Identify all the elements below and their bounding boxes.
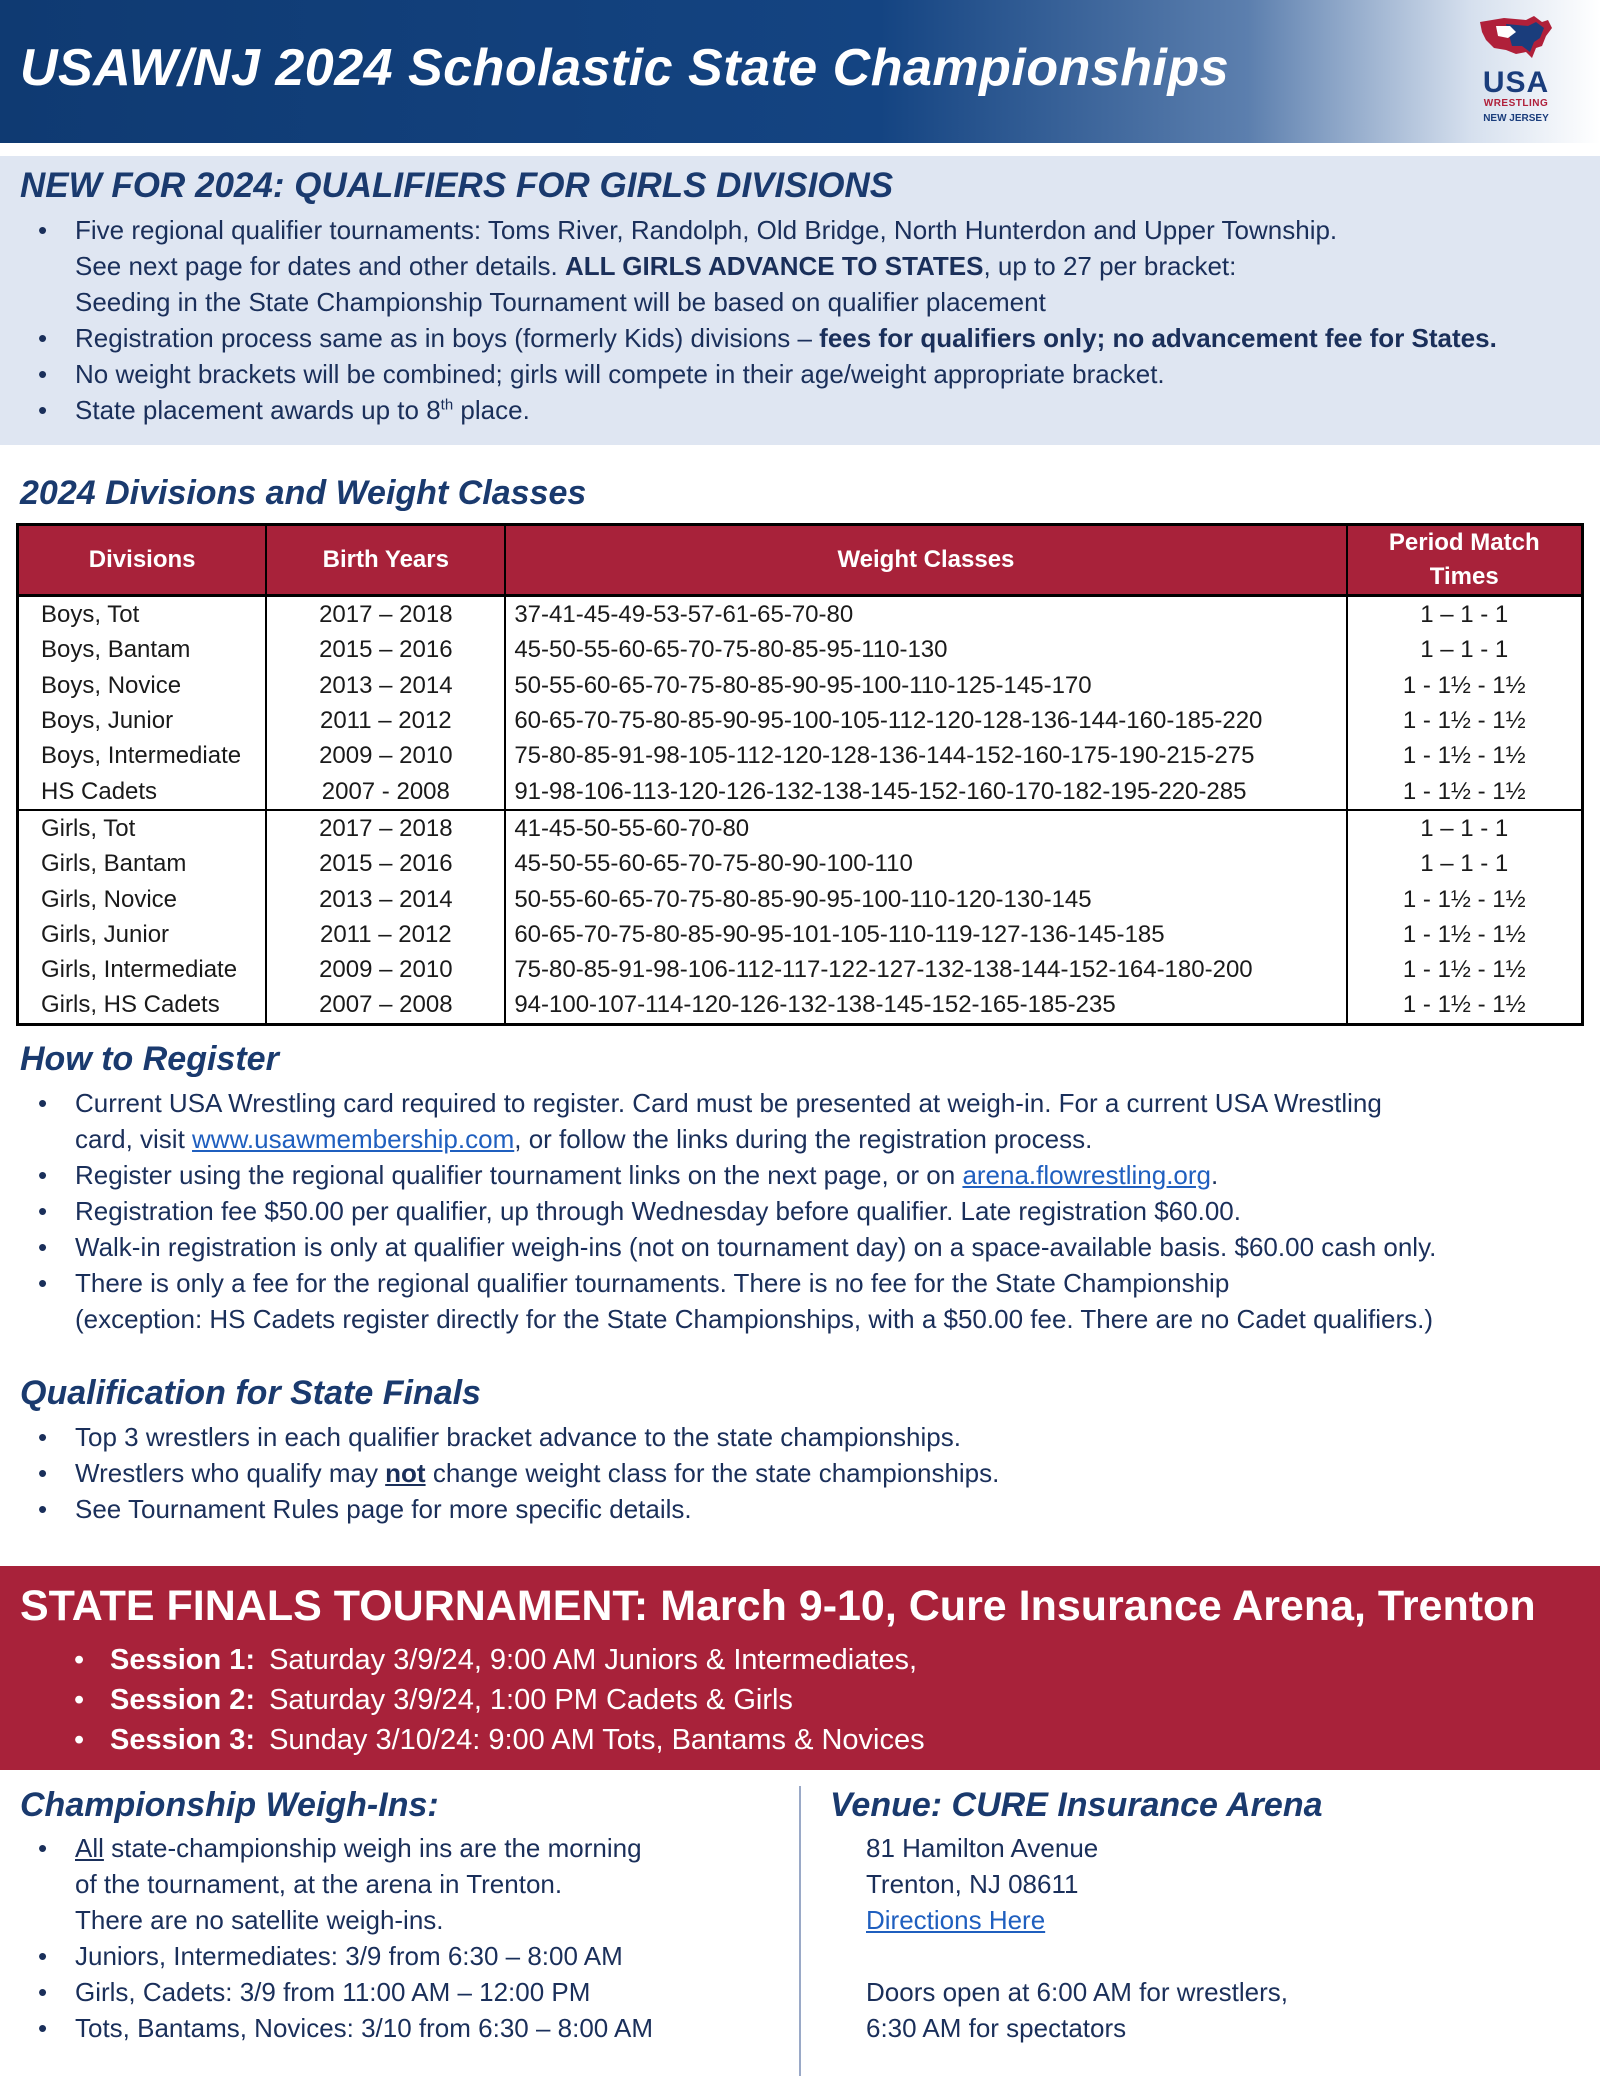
text-part: state-championship weigh ins are the morning <box>103 1833 642 1863</box>
match-times-cell: 1 - 1½ - 1½ <box>1347 987 1583 1024</box>
all-girls-advance-text: ALL GIRLS ADVANCE TO STATES <box>565 251 984 281</box>
text-part: of the tournament, at the arena in Trenton. <box>75 1869 563 1899</box>
session-item <box>0 1680 925 1720</box>
list-item <box>0 1085 1436 1157</box>
venue-details <box>866 1830 1288 2046</box>
weight-classes-cell: 60-65-70-75-80-85-90-95-100-105-112-120-128-136-144-160-185-220 <box>505 703 1346 738</box>
weigh-ins-list <box>0 1830 653 2046</box>
list-item: • Registration fee $50.00 per qualifier, up through Wednesday before qualifier. Late registration $60.00. <box>0 1193 1436 1229</box>
list-item <box>0 320 1497 356</box>
table-row <box>18 773 1583 809</box>
table-body <box>18 596 1583 1025</box>
column-header-weight-classes: Weight Classes <box>505 525 1346 596</box>
table-row <box>18 881 1583 916</box>
weight-classes-cell: 60-65-70-75-80-85-90-95-101-105-110-119-127-136-145-185 <box>505 917 1346 952</box>
birth-years-cell: 2017 – 2018 <box>266 596 505 633</box>
column-header-birth-years: Birth Years <box>266 525 505 596</box>
text-part: Registration process same as in boys (formerly Kids) divisions – <box>75 323 820 353</box>
session-item <box>0 1640 925 1680</box>
column-header-period-match-times: Period Match Times <box>1347 525 1583 596</box>
session-label: Session 3: <box>110 1724 256 1756</box>
table-row <box>18 632 1583 667</box>
weight-classes-cell: 41-45-50-55-60-70-80 <box>505 810 1346 846</box>
list-item <box>0 1157 1436 1193</box>
match-times-cell: 1 – 1 - 1 <box>1347 846 1583 881</box>
list-item: • Tots, Bantams, Novices: 3/10 from 6:30 – 8:00 AM <box>0 2010 653 2046</box>
division-cell: Girls, Tot <box>18 810 267 846</box>
page-title: USAW/NJ 2024 Scholastic State Championships <box>20 39 1230 97</box>
birth-years-cell: 2011 – 2012 <box>266 703 505 738</box>
table-row <box>18 738 1583 773</box>
match-times-cell: 1 - 1½ - 1½ <box>1347 703 1583 738</box>
text-part: card, visit <box>75 1124 193 1154</box>
venue-address-line2: Trenton, NJ 08611 <box>866 1869 1079 1899</box>
list-item <box>0 392 1497 428</box>
venue-address-line1: 81 Hamilton Avenue <box>866 1833 1099 1863</box>
weigh-in-location-text <box>75 1830 653 1866</box>
match-times-cell: 1 - 1½ - 1½ <box>1347 881 1583 916</box>
match-times-cell: 1 - 1½ - 1½ <box>1347 773 1583 809</box>
doors-open-line1: Doors open at 6:00 AM for wrestlers, <box>866 1977 1288 2007</box>
match-times-cell: 1 - 1½ - 1½ <box>1347 952 1583 987</box>
usa-wrestling-logo <box>1468 10 1564 130</box>
table-row <box>18 668 1583 703</box>
table-row <box>18 987 1583 1024</box>
division-cell: Girls, Novice <box>18 881 267 916</box>
table-row <box>18 703 1583 738</box>
table-header-row <box>18 525 1583 596</box>
match-times-cell: 1 - 1½ - 1½ <box>1347 738 1583 773</box>
state-finals-title: STATE FINALS TOURNAMENT: March 9-10, Cure Insurance Arena, Trenton <box>20 1582 1536 1630</box>
birth-years-cell: 2007 - 2008 <box>266 773 505 809</box>
division-cell: Girls, Bantam <box>18 846 267 881</box>
sessions-list <box>0 1640 925 1760</box>
text-part: Register using the regional qualifier tournament links on the next page, or on <box>75 1160 963 1190</box>
match-times-cell: 1 – 1 - 1 <box>1347 596 1583 633</box>
all-emphasis-text: All <box>75 1833 104 1863</box>
superscript-th: th <box>440 396 454 414</box>
birth-years-cell: 2013 – 2014 <box>266 668 505 703</box>
birth-years-cell: 2013 – 2014 <box>266 881 505 916</box>
divisions-heading: 2024 Divisions and Weight Classes <box>20 474 587 512</box>
session-label: Session 2: <box>110 1684 256 1716</box>
text-part: , or follow the links during the registration process. <box>514 1124 1093 1154</box>
division-cell: Girls, HS Cadets <box>18 987 267 1024</box>
list-item: • Walk-in registration is only at qualifier weigh-ins (not on tournament day) on a space-available basis. $60.00 cash only. <box>0 1229 1436 1265</box>
directions-link[interactable]: Directions Here <box>866 1905 1046 1935</box>
weight-classes-cell: 45-50-55-60-65-70-75-80-85-95-110-130 <box>505 632 1346 667</box>
division-cell: Boys, Intermediate <box>18 738 267 773</box>
weight-classes-cell: 45-50-55-60-65-70-75-80-90-100-110 <box>505 846 1346 881</box>
table-row <box>18 810 1583 846</box>
division-cell: Boys, Tot <box>18 596 267 633</box>
match-times-cell: 1 – 1 - 1 <box>1347 632 1583 667</box>
session-text: Saturday 3/9/24, 9:00 AM Juniors & Intermediates, <box>269 1644 918 1676</box>
weight-classes-cell: 75-80-85-91-98-105-112-120-128-136-144-152-160-175-190-215-275 <box>505 738 1346 773</box>
qualifier-locations-text: • Five regional qualifier tournaments: Toms River, Randolph, Old Bridge, North Hunterdon and Upper Township. <box>75 215 1338 245</box>
weight-classes-cell: 75-80-85-91-98-106-112-117-122-127-132-138-144-152-164-180-200 <box>505 952 1346 987</box>
table-row <box>18 846 1583 881</box>
birth-years-cell: 2015 – 2016 <box>266 846 505 881</box>
match-times-cell: 1 – 1 - 1 <box>1347 810 1583 846</box>
advance-text <box>75 248 1497 284</box>
text-part: Wrestlers who qualify may <box>75 1458 386 1488</box>
division-cell: Boys, Novice <box>18 668 267 703</box>
us-map-icon <box>1476 12 1556 68</box>
text-part: State placement awards up to 8 <box>75 395 441 425</box>
doors-open-line2: 6:30 AM for spectators <box>866 2013 1127 2043</box>
column-header-divisions: Divisions <box>18 525 267 596</box>
membership-text <box>75 1121 1436 1157</box>
session-label: Session 1: <box>110 1644 256 1676</box>
qualification-heading: Qualification for State Finals <box>20 1374 481 1412</box>
division-cell: Boys, Bantam <box>18 632 267 667</box>
division-cell: Girls, Intermediate <box>18 952 267 987</box>
weight-classes-cell: 37-41-45-49-53-57-61-65-70-80 <box>505 596 1346 633</box>
column-divider <box>799 1786 801 2076</box>
text-part: change weight class for the state championships. <box>425 1458 1000 1488</box>
list-item: • See Tournament Rules page for more specific details. <box>0 1491 999 1527</box>
usaw-membership-link[interactable]: www.usawmembership.com <box>192 1124 515 1154</box>
new-for-2024-heading: NEW FOR 2024: QUALIFIERS FOR GIRLS DIVISIONS <box>20 166 894 205</box>
qualification-list <box>0 1419 999 1527</box>
flowrestling-link[interactable]: arena.flowrestling.org <box>962 1160 1212 1190</box>
not-emphasis-text: not <box>385 1458 426 1488</box>
spacer <box>866 1938 1288 1974</box>
card-required-text: • Current USA Wrestling card required to register. Card must be presented at weigh-in. For a current USA Wrestling <box>75 1088 1382 1118</box>
cadet-exception-text: (exception: HS Cadets register directly for the State Championships, with a $50.00 fee. There are no Cadet qualifiers.) <box>75 1304 1434 1334</box>
logo-new-jersey-text: NEW JERSEY <box>1483 113 1549 124</box>
logo-wrestling-text: WRESTLING <box>1483 98 1549 109</box>
weight-classes-cell: 91-98-106-113-120-126-132-138-145-152-160-170-182-195-220-285 <box>505 773 1346 809</box>
fees-note-text: fees for qualifiers only; no advancement fee for States. <box>819 323 1497 353</box>
match-times-cell: 1 - 1½ - 1½ <box>1347 917 1583 952</box>
list-item: • No weight brackets will be combined; girls will compete in their age/weight appropriate bracket. <box>0 356 1497 392</box>
list-item: • Girls, Cadets: 3/9 from 11:00 AM – 12:00 PM <box>0 1974 653 2010</box>
fee-note-text: • There is only a fee for the regional qualifier tournaments. There is no fee for the State Championship <box>75 1268 1230 1298</box>
table-row <box>18 596 1583 633</box>
text-part: . <box>1211 1160 1219 1190</box>
division-cell: HS Cadets <box>18 773 267 809</box>
weight-classes-table <box>16 523 1584 1026</box>
table-row <box>18 917 1583 952</box>
logo-usa-text: USA <box>1482 66 1550 99</box>
session-item <box>0 1720 925 1760</box>
how-to-register-list <box>0 1085 1436 1337</box>
seeding-text: Seeding in the State Championship Tournament will be based on qualifier placement <box>75 287 1046 317</box>
division-cell: Girls, Junior <box>18 917 267 952</box>
table-row <box>18 952 1583 987</box>
text-part: , up to 27 per bracket: <box>983 251 1237 281</box>
birth-years-cell: 2015 – 2016 <box>266 632 505 667</box>
division-cell: Boys, Junior <box>18 703 267 738</box>
birth-years-cell: 2007 – 2008 <box>266 987 505 1024</box>
new-for-2024-list <box>0 212 1497 428</box>
list-item: • Juniors, Intermediates: 3/9 from 6:30 – 8:00 AM <box>0 1938 653 1974</box>
how-to-register-heading: How to Register <box>20 1040 279 1078</box>
text-part: See next page for dates and other details. <box>75 251 566 281</box>
weight-classes-cell: 50-55-60-65-70-75-80-85-90-95-100-110-120-130-145 <box>505 881 1346 916</box>
birth-years-cell: 2011 – 2012 <box>266 917 505 952</box>
session-text: Sunday 3/10/24: 9:00 AM Tots, Bantams & Novices <box>269 1724 925 1756</box>
venue-heading: Venue: CURE Insurance Arena <box>830 1786 1323 1824</box>
birth-years-cell: 2009 – 2010 <box>266 738 505 773</box>
text-part: place. <box>453 395 530 425</box>
session-text: Saturday 3/9/24, 1:00 PM Cadets & Girls <box>269 1684 793 1716</box>
birth-years-cell: 2017 – 2018 <box>266 810 505 846</box>
birth-years-cell: 2009 – 2010 <box>266 952 505 987</box>
list-item <box>0 1455 999 1491</box>
text-part: There are no satellite weigh-ins. <box>75 1905 444 1935</box>
weigh-ins-heading: Championship Weigh-Ins: <box>20 1786 439 1824</box>
list-item: • Top 3 wrestlers in each qualifier bracket advance to the state championships. <box>0 1419 999 1455</box>
weight-classes-cell: 50-55-60-65-70-75-80-85-90-95-100-110-125-145-170 <box>505 668 1346 703</box>
list-item <box>0 212 1497 320</box>
weight-classes-cell: 94-100-107-114-120-126-132-138-145-152-165-185-235 <box>505 987 1346 1024</box>
match-times-cell: 1 - 1½ - 1½ <box>1347 668 1583 703</box>
list-item <box>0 1830 653 1938</box>
list-item <box>0 1265 1436 1337</box>
